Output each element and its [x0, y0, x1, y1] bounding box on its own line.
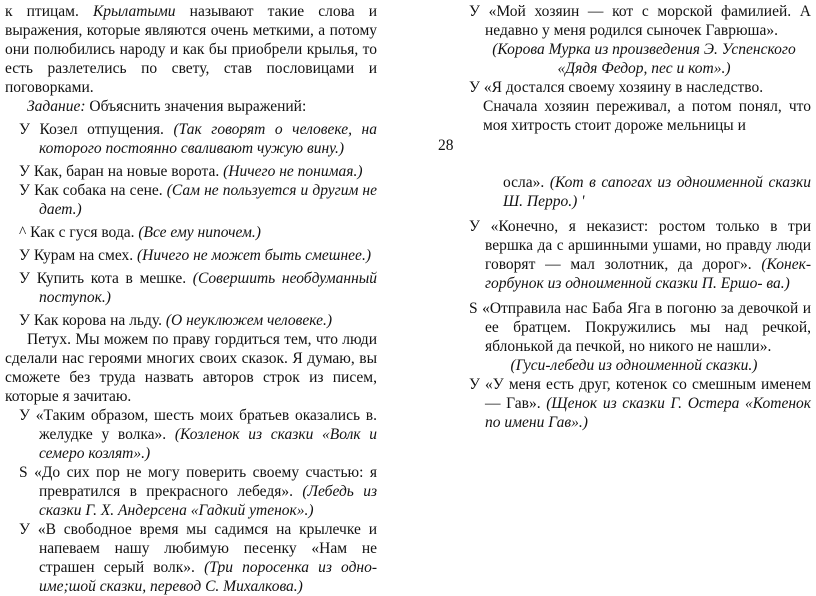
item-mark: У — [19, 121, 30, 138]
quote-note — [457, 356, 811, 375]
item-text: Курам на смех. — [33, 247, 134, 264]
expression-item — [5, 181, 377, 219]
item-mark: У — [19, 247, 30, 264]
item-mark: У — [19, 312, 30, 329]
quote-note: (Козленок из сказки «Волк и семеро козлят».) — [39, 426, 377, 462]
item-mark: У — [19, 163, 30, 180]
letter-quote — [457, 2, 811, 40]
quote-continuation: Сначала хозяин переживал, а потом понял, что моя хитрость стоит дороже мельницы и — [483, 98, 811, 134]
letter-quote — [457, 375, 811, 432]
letter-quote — [457, 78, 811, 97]
item-note: (Все ему нипочем.) — [138, 224, 261, 241]
quote-text: «Отправила нас Баба Яга в погоню за девочкой и ее братцем. Покружились мы над речкой, яблонькой да печкой, но никого не нашли». — [482, 300, 812, 355]
quote-text: «В свободное время мы садимся на крылечке и напеваем нашу любимую песенку «Нам не страшен серый волк». — [37, 521, 377, 576]
quote-mark: S — [469, 300, 478, 317]
expression-item — [5, 223, 377, 242]
expression-item — [5, 269, 377, 307]
letter-quote — [5, 463, 377, 520]
intro-part-1: к птицам. — [5, 3, 79, 20]
quote-continuation-end — [457, 173, 811, 211]
quote-text: осла». — [503, 174, 545, 191]
quote-text: «Я достался своему хозяину в наследство. — [483, 79, 764, 96]
task-label: Задание: — [27, 98, 86, 115]
item-note: (Ничего не может быть смешнее.) — [137, 247, 371, 264]
expression-item — [5, 162, 377, 181]
quote-mark: У — [19, 407, 30, 424]
page-number: 28 — [438, 137, 454, 154]
item-mark: ^ — [19, 224, 27, 241]
quote-mark: У — [19, 521, 30, 538]
left-column — [5, 2, 377, 596]
item-text: Купить кота в мешке. — [36, 270, 187, 287]
intro-part-2: называют такие слова и выражения, которые являются очень меткими, а потому они полюбились народу и как бы приобрели крылья, то есть разлетелись по свету, став пословицами и поговорками. — [5, 3, 378, 96]
letter-quote — [457, 217, 811, 293]
item-note: (Ничего не понимая.) — [223, 163, 363, 180]
item-text: Как собака на сене. — [34, 182, 163, 199]
item-text: Как корова на льду. — [33, 312, 162, 329]
quote-note: (Три поросенка из одно-име;шой сказки, перевод С. Михалкова.) — [39, 559, 378, 595]
quote-mark: У — [469, 376, 480, 393]
expression-item — [5, 120, 377, 158]
right-column — [457, 2, 811, 432]
item-text: Как с гуся вода. — [30, 224, 135, 241]
quote-note-text: (Корова Мурка из произведения Э. Успенского «Дядя Федор, пес и кот».) — [492, 41, 796, 77]
quote-note: (Щенок из сказки Г. Остера «Котенок по имени Гав».) — [485, 395, 812, 431]
quote-note: (Кот в сапогах из одноименной сказки Ш. Перро.) ' — [503, 174, 812, 210]
letter-quote — [5, 406, 377, 463]
quote-mark: У — [469, 79, 480, 96]
expression-item — [5, 311, 377, 330]
quote-text: «До сих пор не могу поверить своему счастью: я превратился в прекрасного лебедя». — [34, 464, 378, 500]
item-note: (Совершить необдуманный поступок.) — [39, 270, 378, 306]
quote-mark: У — [469, 3, 480, 20]
item-text: Как, баран на новые ворота. — [33, 163, 220, 180]
intro-paragraph — [5, 2, 377, 97]
item-mark: У — [19, 182, 30, 199]
task-text: Объяснить значения выражений: — [89, 98, 307, 115]
intro-term: Крылатыми — [92, 3, 176, 20]
quote-text: «У меня есть друг, котенок со смешным именем — Гав». — [485, 376, 812, 412]
item-text: Козел отпущения. — [39, 121, 164, 138]
quote-note — [457, 40, 811, 78]
quote-note: (Лебедь из сказки Г. Х. Андерсена «Гадкий утенок».) — [39, 483, 377, 519]
item-mark: У — [19, 270, 30, 287]
quote-note-text: (Гуси-лебеди из одноименной сказки.) — [510, 357, 758, 374]
quote-mark: У — [469, 218, 480, 235]
item-note: (О неуклюжем человеке.) — [165, 312, 333, 329]
quote-note: (Конек-горбунок из одноименной сказки П. Ершо- ва.) — [485, 256, 811, 292]
expression-item — [5, 246, 377, 265]
petukh-paragraph: Петух. Мы можем по праву гордиться тем, что люди сделали нас героями многих своих сказок. Я думаю, вы сможете без труда назвать авторов строк из писем, которые я зачитаю. — [5, 331, 377, 405]
item-note: (Сам не пользуется и другим не дает.) — [39, 182, 378, 218]
quote-text: «Таким образом, шесть моих братьев оказались в. желудке у волка». — [35, 407, 378, 443]
quote-mark: S — [19, 464, 28, 481]
quote-text: «Конечно, я неказист: ростом только в три вершка да с аршинными ушами, но правду люди говорят — мал золотник, да дорог». — [485, 218, 812, 273]
letter-quote — [457, 299, 811, 356]
task-line — [5, 97, 377, 116]
item-note: (Так говорят о человеке, на которого постоянно сваливают чужую вину.) — [39, 121, 377, 157]
letter-quote — [5, 520, 377, 596]
quote-text: «Мой хозяин — кот с морской фамилией. А недавно у меня родился сыночек Гаврюша». — [485, 3, 811, 39]
